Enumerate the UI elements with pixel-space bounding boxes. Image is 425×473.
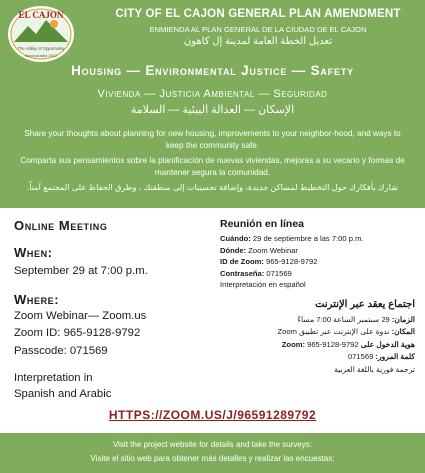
meeting-translations (220, 218, 415, 376)
spanish-row (220, 233, 415, 245)
row-value: 965-9128-9792 (263, 257, 318, 267)
footer-line-en: Visit the project website for details and take the surveys: (112, 440, 313, 449)
row-value: 965-9128-9792 (305, 339, 359, 349)
zoom-link[interactable]: HTTPS://ZOOM.US/J/96591289792 (108, 408, 317, 422)
online-meeting-en (14, 218, 210, 402)
row-value: Interpretación en español (220, 280, 306, 290)
row-value: 071569 (264, 268, 292, 278)
title-en: CITY OF EL CAJON GENERAL PLAN AMENDMENT (115, 8, 401, 20)
row-value: 29 سبتمبر الساعة 7:00 مساءً (297, 314, 392, 324)
interpretation-line: Spanish and Arabic (14, 387, 112, 400)
topics-es: Vivienda — Justicia Ambiental — Seguridad (97, 88, 328, 100)
description-ar: شارك بأفكارك حول التخطيط لمساكن جديدة، وإضافة تحسينات إلى منطقتك ، وطرق الحفاظ على المجتمع آمناً. (27, 183, 398, 192)
interpretation-line: Interpretation in (14, 372, 93, 384)
row-label: هوية الدخول على Zoom: (281, 339, 415, 349)
spanish-row (220, 245, 415, 257)
row-value: ندوة على الإنترنت عبر تطبيق Zoom (277, 327, 392, 337)
row-label: الزمان: (391, 314, 415, 324)
interpretation-note (14, 371, 210, 402)
row-value: 29 de septiembre a las 7:00 p.m. (250, 234, 364, 243)
spanish-heading: Reunión en línea (220, 218, 305, 230)
row-label: المكان: (391, 327, 415, 337)
arabic-row (220, 326, 415, 339)
arabic-row (220, 314, 415, 327)
description-es: Comparta sus pensamientos sobre la planificación de nuevas viviendas, mejoras a su vecario y formas de mantener segura la comunidad. (20, 156, 405, 177)
when-value: September 29 at 7:00 p.m. (14, 265, 148, 277)
where-label: Where: (14, 291, 60, 307)
where-line: Zoom ID: 965-9128-9792 (14, 327, 141, 339)
where-line: Zoom Webinar— Zoom.us (14, 309, 147, 322)
title-ar: تعديل الخطة العامة لمدينة إل كاهون (183, 36, 333, 47)
logo-tagline: The Valley of Opportunity (17, 46, 65, 51)
footer-banner (0, 433, 425, 473)
logo-incorporated: Incorporated 1912 (24, 53, 58, 58)
row-label: كلمة المرور: (375, 352, 415, 362)
logo-name: EL CAJON (18, 10, 64, 20)
spanish-row (220, 256, 415, 268)
when-label: When: (14, 245, 53, 260)
arabic-row (220, 351, 415, 364)
spanish-row (220, 268, 415, 280)
spanish-row (220, 279, 415, 291)
arabic-heading: اجتماع يعقد عبر الإنترنت (315, 298, 415, 310)
row-label: Contraseña: (220, 268, 265, 278)
arabic-row (220, 364, 415, 377)
row-value: 071569 (347, 352, 376, 362)
footer-line-es: Visite el sitio web para obtener más detalles y realizar las encuestas: (90, 454, 335, 463)
where-line: Passcode: 071569 (14, 344, 108, 357)
online-meeting-heading: Online Meeting (14, 218, 108, 233)
description (18, 128, 407, 197)
row-label: Dónde: (220, 245, 247, 255)
arabic-row (220, 339, 415, 352)
row-label: ID de Zoom: (220, 257, 264, 267)
row-value: ترجمة فورية باللغة العربية (334, 364, 415, 374)
topics-ar: الإسكان — العدالة البيئية — السلامة (130, 104, 295, 116)
header-banner (0, 0, 425, 208)
city-logo-icon (6, 4, 76, 64)
title-es: ENMIENDA AL PLAN GENERAL DE LA CIUDAD DE EL CAJON (149, 25, 367, 34)
arabic-block (220, 299, 415, 377)
row-label: Cuándo: (220, 234, 251, 243)
row-value: Zoom Webinar (246, 245, 298, 255)
description-en: Share your thoughts about planning for new housing, improvements to your neighbor-hood, and ways to keep the community safe. (24, 129, 401, 150)
topics-en: Housing — Environmental Justice — Safety (71, 63, 354, 78)
